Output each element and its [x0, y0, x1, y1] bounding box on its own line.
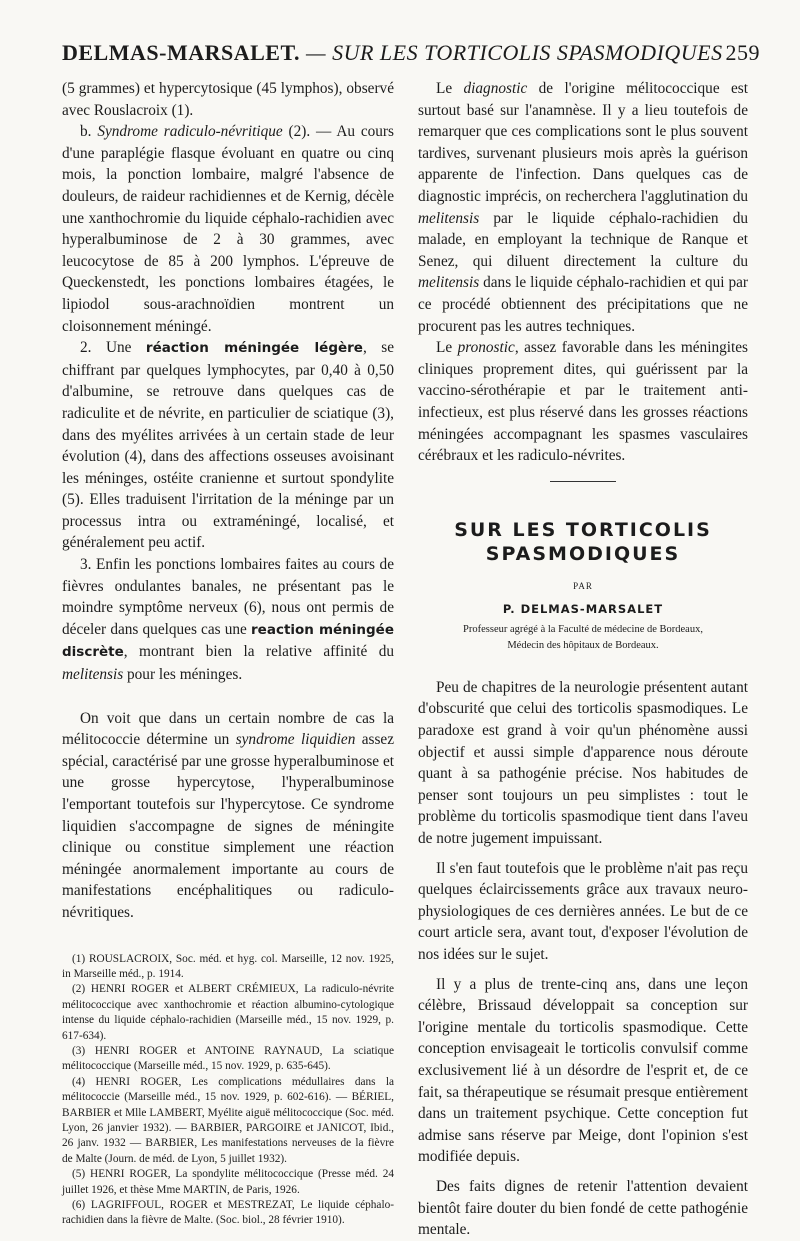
r1-a: Le	[436, 80, 464, 97]
p5-a: On voit que dans un certain nombre de cas la mélitococcie détermine un	[62, 709, 394, 749]
p4-italic: melitensis	[62, 666, 124, 684]
p3-a: 2. Une	[80, 339, 146, 357]
footnote: (6) LAGRIFFOUL, ROGER et MESTREZAT, Le liquide céphalo-rachidien dans la fièvre de Malte. (Soc. biol., 28 février 1910).	[62, 1199, 394, 1227]
p4-b: , montrant bien la relative affinité du	[123, 643, 394, 661]
p5-b: assez spécial, caractérisé par une grosse hyperalbuminose et une grosse hypercytose, l'hyperalbuminose l'emportant toutefois sur l'hypercytose. Ce syndrome liquidien s'accompagne de signes de méningite clinique ou constitue simplement une réaction méningée anormalement importante au cours de manifestations encéphalitiques ou radiculo-névritiques.	[62, 731, 394, 921]
p4-c: pour les méninges.	[123, 666, 243, 684]
page-number: 259	[725, 40, 760, 65]
r2-a: Le	[436, 339, 458, 357]
article-author: P. DELMAS-MARSALET	[502, 602, 664, 617]
r1-italic2: melitensis	[418, 209, 480, 227]
p5-italic: syndrome liquidien	[235, 731, 356, 749]
header-title: SUR LES TORTICOLIS SPASMODIQUES	[332, 40, 723, 65]
byline-par: PAR	[573, 580, 593, 591]
author-affiliation-1: Professeur agrégé à la Faculté de médecine de Bordeaux,	[463, 623, 703, 635]
author-affiliation-2: Médecin des hôpitaux de Bordeaux.	[507, 639, 659, 651]
left-paragraph-1: (5 grammes) et hypercytosique (45 lymphos), observé avec Rouslacroix (1).	[62, 80, 394, 119]
left-paragraph-3	[62, 337, 394, 554]
article-paragraph: Des faits dignes de retenir l'attention devaient bientôt faire douter du bien fondé de cette pathogénie mentale.	[418, 1177, 748, 1239]
p2-label: b.	[80, 123, 98, 141]
article-title-line-2: SPASMODIQUES	[485, 542, 681, 565]
article-paragraph: Il y a plus de trente-cinq ans, dans une leçon célèbre, Brissaud développait sa conception sur l'origine mentale du torticolis spasmodique. Cette conception envisageait le torticolis convulsif comme exclusivement lié à un désordre de l'esprit et, de ce fait, sa thérapeutique se résumait presque entièrement dans un traitement psychique. Cette conception fut admise sans réserve par Meige, dont l'opinion s'est modifiée depuis.	[418, 975, 748, 1166]
right-paragraph-1	[418, 78, 748, 337]
left-paragraph-2	[62, 121, 394, 337]
footnote: (4) HENRI ROGER, Les complications médullaires dans la mélitococcie (Marseille méd., 15 nov. 1929, p. 602-616). — BÉRIEL, BARBIER et Mlle LAMBERT, Myélite aiguë mélitococcique (Soc. méd. Lyon, 26 janvier 1932). — BARBIER, PARGOIRE et JANICOT, Ibid., 26 janv. 1932 — BARBIER, Les manifestations nerveuses de la fièvre de Malte (Journ. de méd. de Lyon, 5 juillet 1932).	[62, 1075, 394, 1165]
footnote: (5) HENRI ROGER, La spondylite mélitococcique (Presse méd. 24 juillet 1926, et thèse Mme MARTIN, de Paris, 1926.	[62, 1168, 394, 1196]
running-title	[62, 40, 723, 66]
section-divider	[550, 481, 616, 482]
p4-a: 3. Enfin les ponctions lombaires faites au cours de fièvres ondulantes banales, ne présentant pas le moindre symptôme nerveux (6), nous ont permis de déceler dans quelques cas une	[62, 556, 394, 638]
footnote: (2) HENRI ROGER et ALBERT CRÉMIEUX, La radiculo-névrite mélitococcique avec xanthochromie et réaction albumino-cytologique intense du liquide céphalo-rachidien (Marseille méd., 15 nov. 1929, p. 617-634).	[62, 983, 394, 1042]
footnote: (1) ROUSLACROIX, Soc. méd. et hyg. col. Marseille, 12 nov. 1925, in Marseille méd., p. 1914.	[62, 952, 394, 980]
r2-italic: pronostic	[457, 339, 515, 357]
p2-italic: Syndrome radiculo-névritique	[97, 123, 283, 141]
right-paragraph-2	[418, 337, 748, 467]
article-body	[418, 677, 748, 1241]
p3-b: , se chiffrant par quelques lymphocytes, par 0,40 à 0,50 d'albumine, se retrouve dans quelques cas de radiculite et de névrite, en particulier de sciatique (3), dans des myélites arrivées à un certain stade de leur évolution (4), dans des affections osseuses avoisinant les méninges, ostéite cranienne et surtout spondylite (5). Elles traduisent l'irritation de la méninge par un processus intra ou extraméningé, localisé, et généralement peu actif.	[62, 339, 394, 552]
r1-b: de l'origine mélitococcique est surtout basé sur l'anamnèse. Il y a lieu toutefois de remarquer que ces complications sont le plus souvent tardives, survenant plusieurs mois après la guérison apparente de l'infection. Dans quelques cas de diagnostic imprécis, on recherchera l'agglutination du	[418, 80, 748, 205]
right-column	[418, 78, 748, 1241]
footnote: (3) HENRI ROGER et ANTOINE RAYNAUD, La sciatique mélitococcique (Marseille méd., 15 nov. 1929, p. 635-645).	[62, 1045, 394, 1073]
left-paragraph-5	[62, 708, 394, 924]
p2-text: (2). — Au cours d'une paraplégie flasque évoluant en quatre ou cinq mois, la ponction lombaire, malgré l'absence de douleurs, de raideur rachidiennes et de Kernig, décèle une xanthochromie du liquide céphalo-rachidien avec hyperalbuminose de 2 à 30 grammes, avec leucocytose de 85 à 200 lymphos. L'épreuve de Queckenstedt, les ponctions lombaires étagées, le lipiodol sous-arachnoïdien montrent un cloisonnement méningé.	[62, 123, 394, 335]
p4-bold: reaction méningée discrète	[62, 621, 394, 661]
running-header	[62, 40, 760, 74]
left-paragraph-4	[62, 554, 394, 686]
header-author: DELMAS-MARSALET.	[62, 40, 301, 65]
r1-italic3: melitensis	[418, 274, 480, 292]
article-paragraph: Peu de chapitres de la neurologie présentent autant d'obscurité que celui des torticolis spasmodiques. Le paradoxe est grand à voir qu'un phénomène aussi objectif et aussi simple d'apparence nous déroute quant à sa pathogénie précise. Nos habitudes de penser sont toujours un peu simplistes : tout le problème du torticolis spasmodique tient dans l'aveu de notre jugement impuissant.	[418, 678, 748, 848]
footnotes	[62, 952, 394, 1229]
p3-bold: réaction méningée légère	[145, 340, 363, 357]
left-column	[62, 78, 394, 1229]
article-title-line-1: SUR LES TORTICOLIS	[454, 518, 712, 541]
r2-b: , assez favorable dans les méningites cliniques proprement dites, qui guérissent par la vaccino-sérothérapie et par le traitement anti-infectieux, est plus réservé dans les grosses réactions méningées accompagnant les spasmes vasculaires cérébraux et les radiculo-névrites.	[418, 339, 748, 465]
r1-italic: diagnostic	[463, 80, 528, 97]
r1-d: dans le liquide céphalo-rachidien et qui par ce procédé obtiennent des précipitations que ne procurent pas les autres techniques.	[418, 274, 748, 335]
r1-c: par le liquide céphalo-rachidien du malade, en employant la technique de Ranque et Senez, qui diluent directement la culture du	[418, 209, 748, 270]
header-dash: —	[306, 40, 327, 65]
article-paragraph: Il s'en faut toutefois que le problème n'ait pas reçu quelques éclaircissements grâce aux travaux neuro-physiologiques de ces dernières années. Le but de ce court article sera, avant tout, d'exposer l'évolution de nos idées sur le sujet.	[418, 859, 748, 963]
